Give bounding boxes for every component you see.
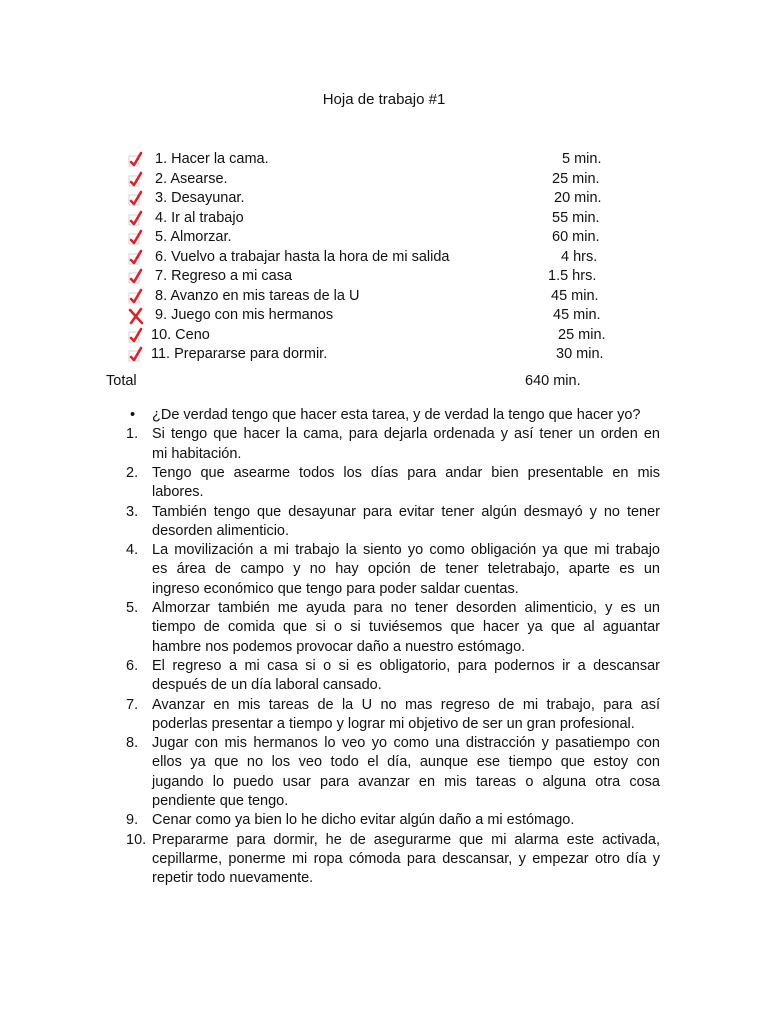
task-row [0, 248, 768, 267]
check-mark-icon [127, 190, 147, 208]
check-mark-icon [127, 229, 147, 247]
task-time: 4 hrs. [561, 248, 598, 265]
task-time: 5 min. [562, 151, 602, 167]
cross-mark-icon [127, 307, 147, 325]
answer-number: 9. [126, 812, 139, 829]
question-text: ¿De verdad tengo que hacer esta tarea, y de verdad la tengo que hacer yo? [152, 407, 641, 423]
answer-line: mi habitación. [152, 445, 242, 462]
answer-number: 7. [126, 696, 139, 713]
task-time: 20 min. [554, 190, 602, 206]
task-label: 10. Ceno [151, 326, 210, 343]
total-label: Total [106, 373, 137, 389]
answer-line: desorden alimenticio. [152, 522, 290, 539]
answer-line: repetir todo nuevamente. [152, 870, 314, 887]
check-mark-icon [127, 249, 147, 267]
answer-line: Cenar como ya bien lo he dicho evitar algún daño a mi estómago. [152, 812, 575, 829]
answer-line: Si tengo que hacer la cama, para dejarla ordenada y así tener un orden en [152, 426, 660, 443]
check-mark-icon [127, 268, 147, 286]
answer-number: 4. [126, 542, 139, 559]
task-label: 11. Prepararse para dormir. [151, 346, 328, 362]
answer-line: es área de campo y no hay opción de tener teletrabajo, aparte es un [152, 561, 660, 578]
answer-line: La movilización a mi trabajo la siento yo como obligación ya que mi trabajo [152, 542, 660, 559]
answer-line: jugando lo puedo usar para avanzar en mis tareas o alguna otra cosa [152, 773, 660, 790]
answer-number: 3. [126, 503, 139, 520]
task-time: 1.5 hrs. [548, 268, 597, 284]
bullet-icon: • [130, 407, 136, 423]
answer-line: Jugar con mis hermanos lo veo yo como una distracción y pasatiempo con [152, 735, 660, 752]
answer-number: 1. [126, 426, 139, 443]
answer-line: tiempo de comida que si o si tuviésemos que hacer ya que al aguantar [152, 619, 660, 636]
task-row [0, 189, 768, 208]
task-time: 60 min. [552, 229, 600, 245]
check-mark-icon [127, 327, 147, 345]
task-time: 30 min. [556, 346, 604, 362]
answer-number: 6. [126, 657, 139, 674]
task-label: 1. Hacer la cama. [155, 151, 269, 167]
task-label: 8. Avanzo en mis tareas de la U [155, 287, 360, 304]
task-row [0, 170, 768, 189]
task-row [0, 228, 768, 247]
answer-line: Prepararme para dormir, he de asegurarme que mi alarma este activada, [152, 831, 660, 848]
answer-number: 10. [126, 831, 147, 848]
answer-line: También tengo que desayunar para evitar tener algún desmayó y no tener [152, 503, 660, 520]
total-value: 640 min. [525, 373, 581, 389]
answer-line: cepillarme, ponerme mi ropa cómoda para descansar, y empezar otro día y [152, 850, 660, 867]
answer-line: Tengo que asearme todos los días para andar bien presentable en mis [152, 464, 660, 481]
task-time: 45 min. [553, 307, 601, 323]
task-time: 45 min. [551, 287, 599, 304]
answer-number: 5. [126, 600, 139, 616]
task-row [0, 287, 768, 306]
check-mark-icon [127, 171, 147, 189]
task-row [0, 150, 768, 169]
check-mark-icon [127, 288, 147, 306]
answer-number: 2. [126, 464, 139, 481]
task-label: 2. Asearse. [155, 170, 228, 187]
task-row [0, 267, 768, 286]
task-label: 5. Almorzar. [155, 229, 232, 245]
answer-line: Avanzar en mis tareas de la U no mas regreso de mi trabajo, para así [152, 696, 660, 713]
answer-line: después de un día laboral cansado. [152, 677, 382, 694]
task-label: 3. Desayunar. [155, 190, 245, 206]
task-label: 7. Regreso a mi casa [155, 268, 293, 284]
task-time: 25 min. [558, 326, 606, 343]
task-row [0, 306, 768, 325]
check-mark-icon [127, 151, 147, 169]
answer-line: ingreso económico que tengo para poder saldar cuentas. [152, 580, 519, 597]
answer-number: 8. [126, 735, 139, 752]
answer-line: poderlas presentar a tiempo y lograr mi objetivo de ser un gran profesional. [152, 715, 635, 732]
answer-line: labores. [152, 484, 204, 501]
task-label: 9. Juego con mis hermanos [155, 307, 334, 323]
answer-line: ellos ya que no los veo todo el día, aunque ese tiempo que estoy con [152, 754, 660, 771]
page-title: Hoja de trabajo #1 [322, 91, 446, 108]
task-row [0, 209, 768, 228]
task-time: 25 min. [552, 170, 600, 187]
check-mark-icon [127, 346, 147, 364]
task-label: 6. Vuelvo a trabajar hasta la hora de mi salida [155, 248, 450, 265]
answer-line: El regreso a mi casa si o si es obligatorio, para podernos ir a descansar [152, 657, 660, 674]
task-label: 4. Ir al trabajo [155, 209, 244, 226]
answer-line: Almorzar también me ayuda para no tener desorden alimenticio, y es un [152, 600, 660, 616]
answer-line: pendiente que tengo. [152, 792, 289, 809]
task-row [0, 326, 768, 345]
task-time: 55 min. [552, 209, 600, 226]
answer-line: hambre nos podemos provocar daño a nuestro estómago. [152, 638, 526, 655]
task-row [0, 345, 768, 364]
check-mark-icon [127, 210, 147, 228]
